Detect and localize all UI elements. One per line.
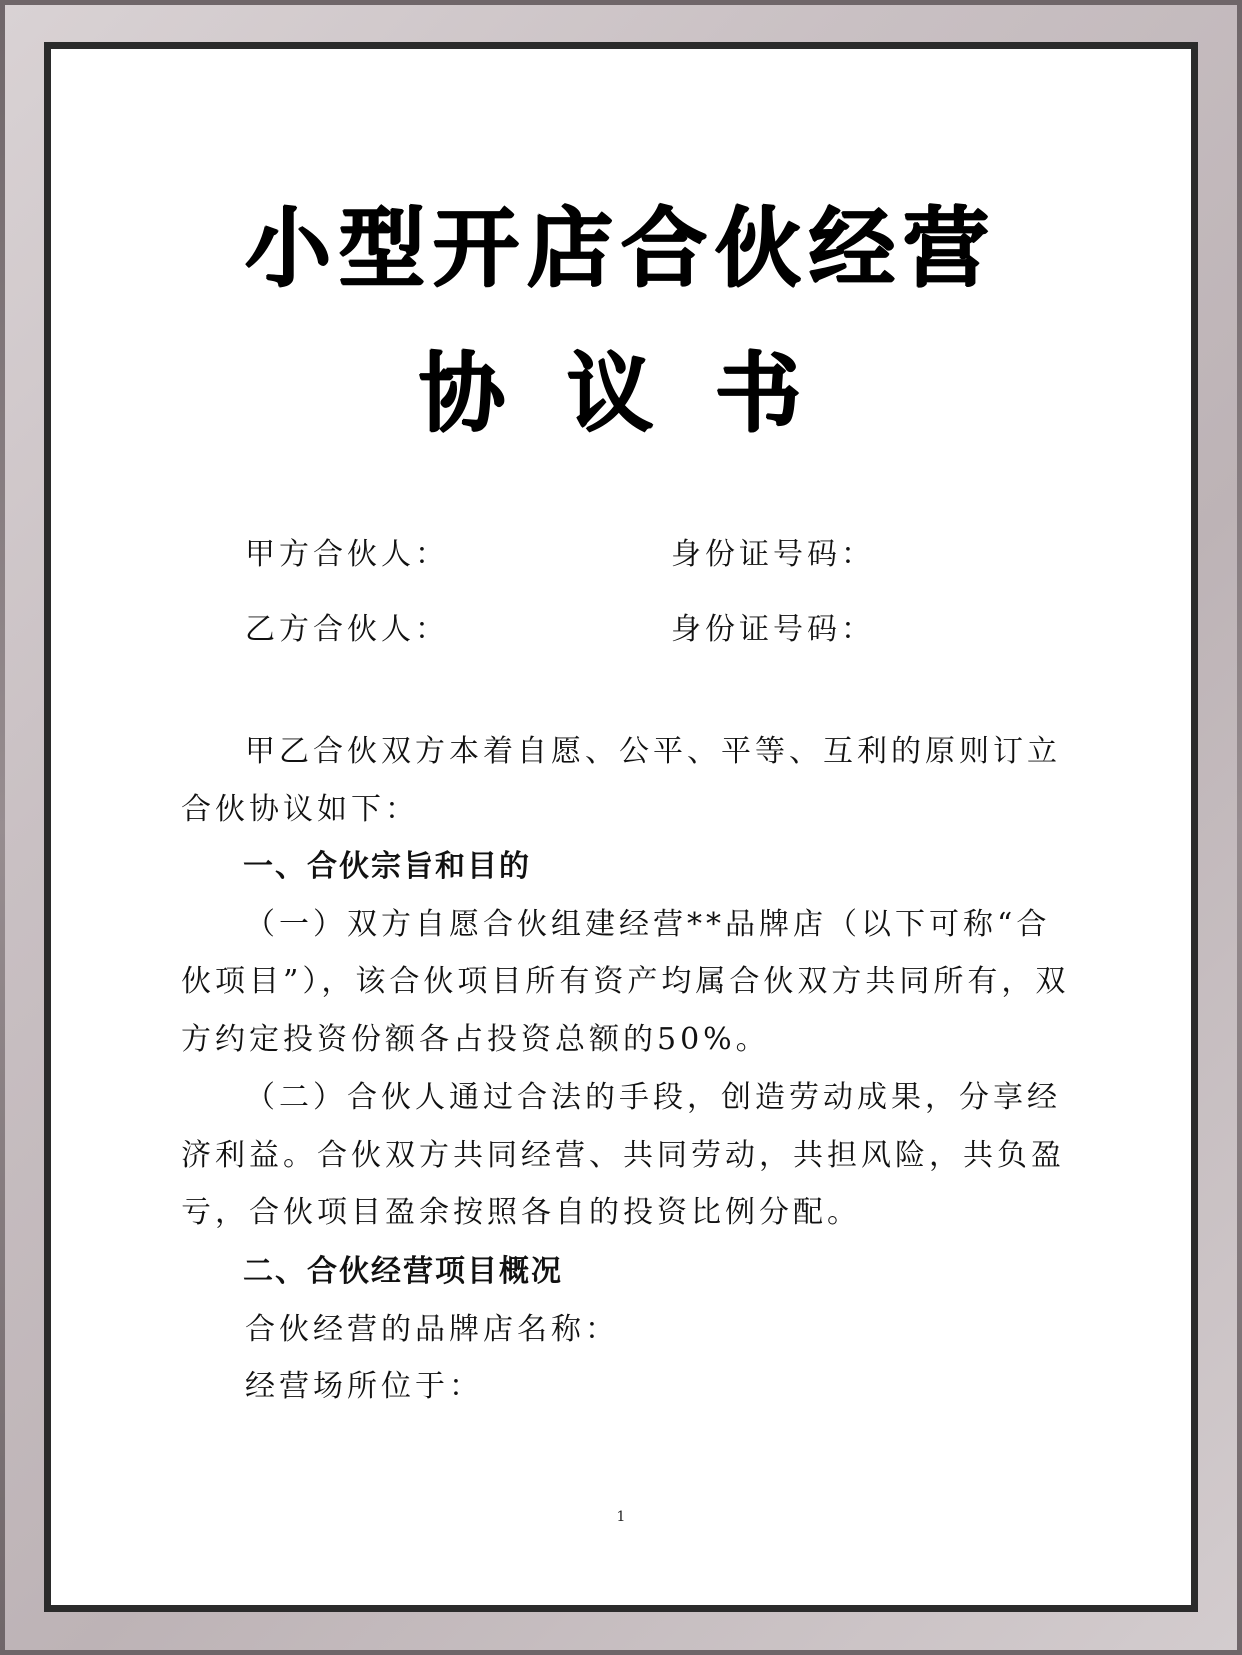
section2-line2: 经营场所位于： [245,1369,483,1404]
document-title-line1: 小型开店合伙经营 [245,199,997,299]
section1-p2-line3: 亏，合伙项目盈余按照各自的投资比例分配。 [181,1195,861,1230]
party-a-id-label: 身份证号码： [671,537,875,572]
section1-p1-line3: 方约定投资份额各占投资总额的50%。 [181,1022,770,1057]
section1-p2-line2: 济利益。合伙双方共同经营、共同劳动，共担风险，共负盈 [181,1138,1065,1173]
section1-p1-line2: 伙项目”），该合伙项目所有资产均属合伙双方共同所有，双 [181,964,1070,999]
intro-line1: 甲乙合伙双方本着自愿、公平、平等、互利的原则订立 [245,734,1061,769]
section2-line1: 合伙经营的品牌店名称： [245,1312,619,1347]
section1-heading: 一、合伙宗旨和目的 [243,849,531,884]
document-page [51,49,1191,1605]
section1-p2-line1: （二）合伙人通过合法的手段，创造劳动成果，分享经 [245,1080,1061,1115]
section1-p1-line1: （一）双方自愿合伙组建经营**品牌店（以下可称“合 [245,907,1051,942]
party-b-label: 乙方合伙人： [245,612,449,647]
intro-line2: 合伙协议如下： [181,792,419,827]
document-title-line2: 协议书 [419,344,863,444]
page-number: 1 [616,1509,626,1525]
party-a-label: 甲方合伙人： [245,537,449,572]
section2-heading: 二、合伙经营项目概况 [243,1254,563,1289]
party-b-id-label: 身份证号码： [671,612,875,647]
